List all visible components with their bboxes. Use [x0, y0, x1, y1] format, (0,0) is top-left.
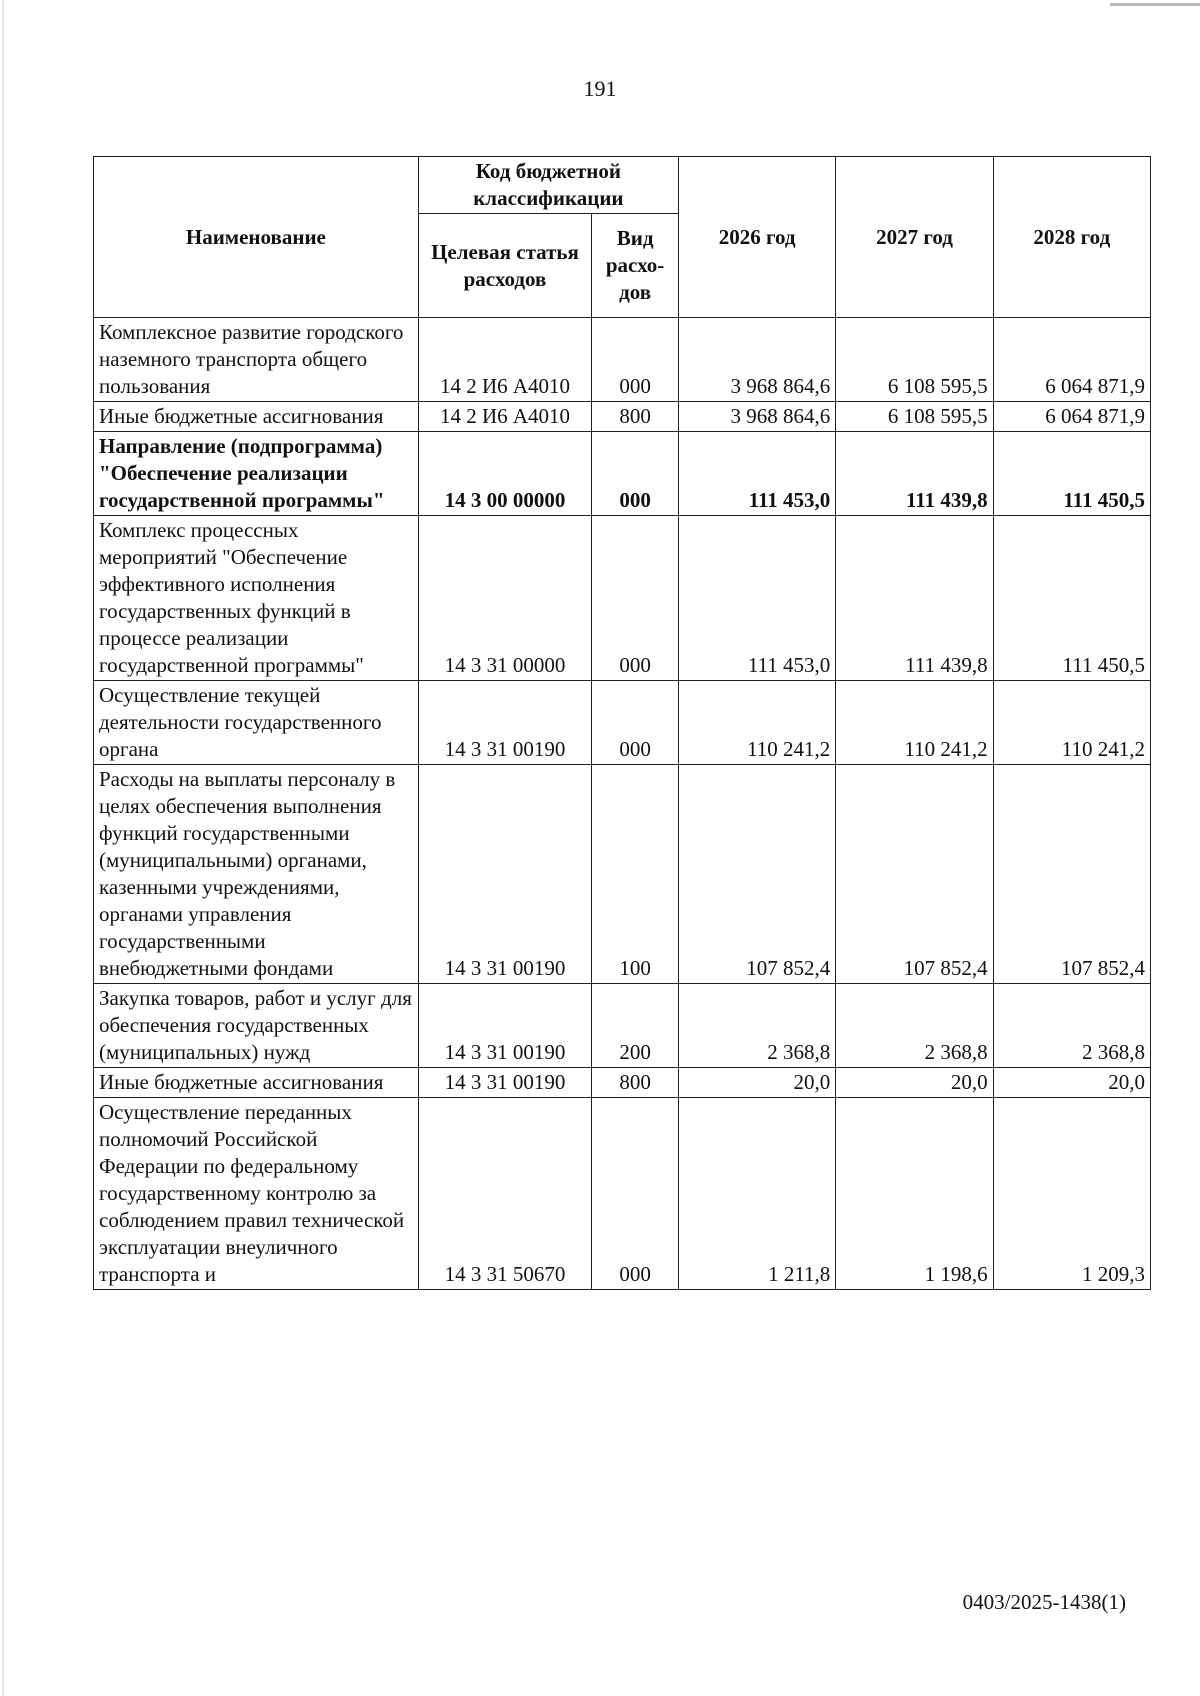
cell-y2028: 111 450,5: [993, 432, 1150, 516]
cell-code: 14 2 И6 А4010: [418, 402, 591, 432]
cell-y2027: 110 241,2: [836, 681, 993, 765]
cell-y2026: 2 368,8: [678, 984, 835, 1068]
cell-vid: 100: [592, 765, 679, 984]
cell-y2027: 1 198,6: [836, 1098, 993, 1290]
cell-y2027: 111 439,8: [836, 516, 993, 681]
document-id: 0403/2025-1438(1): [962, 1590, 1126, 1614]
cell-y2026: 20,0: [678, 1068, 835, 1098]
cell-y2026: 111 453,0: [678, 432, 835, 516]
table-row: [94, 516, 1151, 681]
cell-y2028: 2 368,8: [993, 984, 1150, 1068]
cell-y2027: 2 368,8: [836, 984, 993, 1068]
cell-code: 14 3 31 00190: [418, 681, 591, 765]
cell-y2026: 110 241,2: [678, 681, 835, 765]
header-2028: 2028 год: [993, 157, 1150, 318]
cell-y2027: 6 108 595,5: [836, 402, 993, 432]
cell-code: 14 3 31 50670: [418, 1098, 591, 1290]
cell-y2028: 110 241,2: [993, 681, 1150, 765]
cell-y2026: 107 852,4: [678, 765, 835, 984]
budget-table: [93, 156, 1151, 1290]
table-row: [94, 432, 1151, 516]
cell-code: 14 3 31 00190: [418, 984, 591, 1068]
table-row: [94, 1098, 1151, 1290]
cell-vid: 800: [592, 1068, 679, 1098]
cell-vid: 000: [592, 318, 679, 402]
table-row: [94, 765, 1151, 984]
table-row: [94, 318, 1151, 402]
table-header: [94, 157, 1151, 318]
cell-name: Комплекс процессных мероприятий "Обеспечение эффективного исполнения государственных функций в процессе реализации государственной программы": [94, 516, 419, 681]
cell-y2027: 111 439,8: [836, 432, 993, 516]
cell-code: 14 3 31 00190: [418, 1068, 591, 1098]
cell-y2026: 111 453,0: [678, 516, 835, 681]
cell-y2026: 3 968 864,6: [678, 318, 835, 402]
header-2027: 2027 год: [836, 157, 993, 318]
cell-name: Закупка товаров, работ и услуг для обеспечения государственных (муниципальных) нужд: [94, 984, 419, 1068]
table-row: [94, 681, 1151, 765]
cell-y2026: 3 968 864,6: [678, 402, 835, 432]
cell-name: Осуществление текущей деятельности государственного органа: [94, 681, 419, 765]
cell-name: Направление (подпрограмма) "Обеспечение реализации государственной программы": [94, 432, 419, 516]
cell-vid: 000: [592, 1098, 679, 1290]
cell-vid: 000: [592, 432, 679, 516]
cell-name: Комплексное развитие городского наземного транспорта общего пользования: [94, 318, 419, 402]
cell-code: 14 3 31 00000: [418, 516, 591, 681]
header-vid: Вид расхо-дов: [592, 214, 679, 318]
cell-y2027: 6 108 595,5: [836, 318, 993, 402]
cell-vid: 000: [592, 681, 679, 765]
cell-y2028: 6 064 871,9: [993, 402, 1150, 432]
cell-code: 14 3 00 00000: [418, 432, 591, 516]
cell-y2027: 20,0: [836, 1068, 993, 1098]
cell-y2028: 111 450,5: [993, 516, 1150, 681]
cell-y2028: 6 064 871,9: [993, 318, 1150, 402]
cell-code: 14 2 И6 А4010: [418, 318, 591, 402]
header-code-group: Код бюджетной классификации: [418, 157, 678, 214]
cell-name: Иные бюджетные ассигнования: [94, 402, 419, 432]
cell-y2028: 20,0: [993, 1068, 1150, 1098]
cell-name: Иные бюджетные ассигнования: [94, 1068, 419, 1098]
cell-y2027: 107 852,4: [836, 765, 993, 984]
cell-y2026: 1 211,8: [678, 1098, 835, 1290]
table-body: [94, 318, 1151, 1290]
page-number: 191: [583, 76, 617, 101]
scan-edge-mark: [1110, 3, 1200, 6]
header-2026: 2026 год: [678, 157, 835, 318]
scan-left-edge: [2, 0, 4, 1696]
cell-vid: 200: [592, 984, 679, 1068]
header-target: Целевая статья расходов: [418, 214, 591, 318]
cell-name: Расходы на выплаты персоналу в целях обеспечения выполнения функций государственными (муниципальными) органами, казенными учреждениями, органами управления государственными внебюджетными фондами: [94, 765, 419, 984]
cell-vid: 800: [592, 402, 679, 432]
cell-name: Осуществление переданных полномочий Российской Федерации по федеральному государственному контролю за соблюдением правил технической эксплуатации внеуличного транспорта и: [94, 1098, 419, 1290]
cell-code: 14 3 31 00190: [418, 765, 591, 984]
cell-y2028: 1 209,3: [993, 1098, 1150, 1290]
header-name: Наименование: [94, 157, 419, 318]
table-row: [94, 1068, 1151, 1098]
cell-y2028: 107 852,4: [993, 765, 1150, 984]
table-row: [94, 402, 1151, 432]
cell-vid: 000: [592, 516, 679, 681]
table-row: [94, 984, 1151, 1068]
